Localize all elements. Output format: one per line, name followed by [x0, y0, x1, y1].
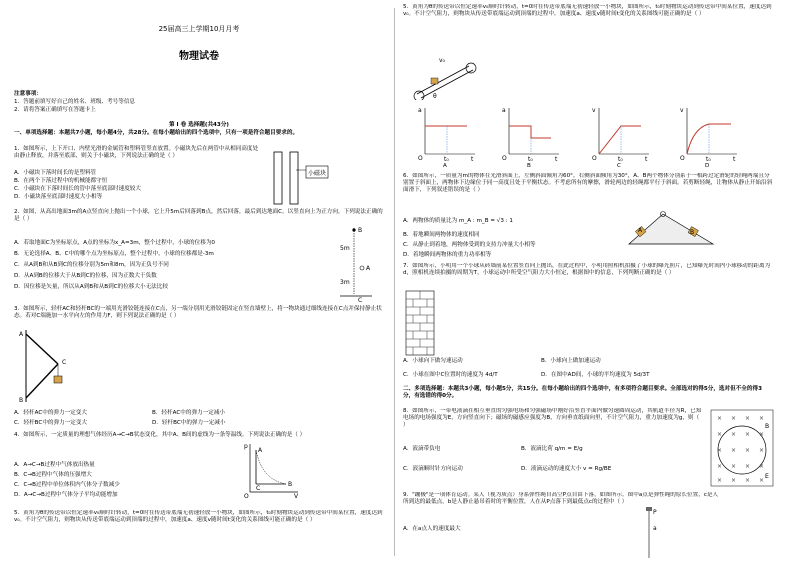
- q5a-ylabel: a: [418, 107, 422, 114]
- q8-option-b: B．液滴比荷 q/m = E/g: [521, 446, 583, 452]
- section1-heading: 一、单项选择题：本题共7小题，每小题4分，共28分。在每小题给出的四个选项中，只有一项是符合题目要求的。: [14, 130, 299, 136]
- q4-option-d: D．A→C→B过程中气体分子平均动能增加: [14, 492, 118, 498]
- q6-figure: [623, 208, 723, 248]
- q5a-xlabel: t: [471, 156, 474, 162]
- q5-graph-d: [679, 104, 741, 162]
- q6-stem: 6．如图所示，一质量为m的物体在光滑斜面上，左侧斜面倾角为60°，右侧斜面倾角为30°，A、B两个物体分别系于一根跨过定滑轮的轻绳两端且分别置于斜面上，两物体下边缘位于同一高度且处于平衡状态。不考虑所有的摩擦，滑轮两边的轻绳都平行于斜面。若剪断轻绳，让物体从静止开始沿斜面滑下，下列叙述错误的是（ ）: [403, 173, 773, 194]
- q2-label-5m: 5m: [340, 245, 350, 252]
- q5-option-a: A: [443, 163, 447, 169]
- note-item: 1．答题前填写好自己的姓名、班级、考号等信息: [14, 99, 136, 105]
- q9-figure: [635, 506, 665, 560]
- q9-option-a: A．在a点人的速度最大: [403, 526, 461, 532]
- cross-mark: ×: [745, 477, 751, 484]
- q5b-ylabel: a: [502, 107, 506, 114]
- cross-mark: ×: [759, 463, 765, 470]
- q5-option-c: C: [617, 163, 621, 169]
- cross-mark: ×: [717, 463, 723, 470]
- q3-option-c: C．轻杆BC中的弹力一定变大: [14, 420, 88, 426]
- q8-option-a: A．液滴带负电: [403, 446, 441, 452]
- q4-label-c: C: [256, 485, 261, 492]
- q6-option-d: D．着地瞬间两物体的重力功率相等: [403, 252, 492, 258]
- cross-mark: ×: [759, 431, 765, 438]
- q3-label-c: C: [62, 359, 67, 366]
- cross-mark: ×: [745, 447, 751, 454]
- q2-option-e: D．因位移是矢量，所以从A到B和从B到C的位移大小无法比较: [14, 284, 168, 290]
- q5-option-b: B: [527, 163, 531, 169]
- q2-option-c: C．从A到B和从B到C的位移分别为5m和8m，因为正负号不同: [14, 262, 169, 268]
- q5-graph-b: [501, 104, 563, 162]
- q1-option-a: A．小磁块下落时间长的是塑料管: [14, 170, 97, 176]
- q3-label-a: A: [19, 331, 24, 338]
- cross-mark: ×: [759, 447, 765, 454]
- q5-graph-a: [417, 104, 479, 162]
- q3-label-b: B: [19, 397, 24, 404]
- q2-option-d: D．从A到B的位移大于从B到C的位移，因为正数大于负数: [14, 273, 157, 279]
- q8-label-e: E: [765, 473, 769, 480]
- q3-option-d: D．轻杆BC中的弹力一定减小: [152, 420, 226, 426]
- q6-option-a: A．两物体的质量比为 m_A : m_B = √3 : 1: [403, 218, 513, 224]
- q7-option-d: D．在图中AD间，小球的平均速度为 5d/3T: [541, 372, 650, 378]
- q8-label-b: B: [765, 423, 770, 430]
- section2-heading: 二、多项选择题：本题共3小题，每小题5分，共15分。在每小题给出的四个选项中，有多项符合题目要求。全部选对的得5分，选对但不全的得3分，有选错的得0分。: [403, 386, 762, 400]
- q1-figure: [270, 148, 360, 206]
- q3-option-b: B．轻杆AC中的弹力一定减小: [152, 410, 226, 416]
- q4-option-c: C．C→B过程中单位体积内气体分子数减少: [14, 482, 120, 488]
- q4-figure: [242, 440, 302, 498]
- q5-graph-c: [591, 104, 653, 162]
- notes-heading: 注意事项：: [14, 91, 42, 97]
- q1-option-c: C．小磁块在下落时间长的管中落至底部时速度较大: [14, 186, 141, 192]
- q2-label-b: B: [358, 227, 363, 234]
- q4-stem: 4．如图所示，一定质量的理想气体经历A→C→B状态变化，其中A、B间的虚线为一条等温线。下列说法正确的是（ ）: [14, 432, 306, 438]
- q5d-origin: O: [680, 155, 685, 162]
- q5-label-theta: θ: [433, 93, 437, 100]
- exam-title: 25届高三上学期10月月考: [158, 25, 240, 33]
- q8-option-d: D．液滴运动的速度大小 v = Rg/BE: [521, 466, 612, 472]
- q5a-origin: O: [418, 155, 423, 162]
- q9-label-p: P: [653, 509, 657, 516]
- q4-label-o: O: [244, 493, 249, 498]
- left-column: [14, 0, 389, 562]
- q5-label-v0: v₀: [439, 57, 445, 64]
- cross-mark: ×: [731, 477, 737, 484]
- cross-mark: ×: [731, 415, 737, 422]
- q5c-tick: t₀: [618, 156, 623, 162]
- q3-stem: 3．如图所示，轻杆AC和轻杆BC的一端用光滑铰链连接在C点，另一端分别用光滑铰链固定在竖直墙壁上，将一物块通过细线连接在C点并保持静止状态。若对C端施加一水平向左的作用力F，则下列说法正确的是（ ）: [14, 306, 382, 320]
- cross-mark: ×: [745, 415, 751, 422]
- q1-option-d: D．小磁块落至底部时速度大小相等: [14, 194, 103, 200]
- q5a-tick: t₀: [444, 156, 449, 162]
- cross-mark: ×: [717, 431, 723, 438]
- q7-option-a: A．小球向下做匀速运动: [403, 358, 463, 364]
- q2-option-b: B．无论选择A、B、C中的哪个点为坐标原点，整个过程中，小球的位移都是-3m: [14, 251, 214, 257]
- q4-label-a: A: [258, 447, 263, 454]
- q8-stem: 8．如图所示，一带电液滴在相互垂直的匀强电场和匀强磁场中刚好沿竖直平面内做匀速圆周运动，其轨道半径为R，已知电场的电场强度为E，方向竖直向下；磁场的磁感应强度为B，方向垂直纸面向里，不计空气阻力，重力加速度为g，则（ ）: [403, 408, 702, 429]
- q6-label-b: B: [690, 229, 695, 236]
- q2-label-3m: 3m: [340, 279, 350, 286]
- subject-title: 物理试卷: [179, 51, 219, 62]
- cross-mark: ×: [759, 415, 765, 422]
- q4-option-a: A．A→C→B过程中气体放出热量: [14, 462, 95, 468]
- q1-option-b: B．在两个下落过程中的机械能都守恒: [14, 178, 108, 184]
- q5-option-d: D: [705, 163, 710, 169]
- q5b-xlabel: t: [555, 156, 558, 162]
- q5d-ylabel: v: [680, 107, 684, 114]
- q7-brick-wall: [405, 290, 435, 356]
- volume-title: 第 I 卷 选择题(共43分): [169, 122, 229, 128]
- q5c-origin: O: [592, 155, 597, 162]
- cross-mark: ×: [745, 431, 751, 438]
- q3-option-a: A．轻杆AC中的弹力一定变大: [14, 410, 87, 416]
- q6-option-b: B．着地瞬间两物体的速度相同: [403, 232, 480, 238]
- column-divider: [394, 8, 395, 556]
- q5d-xlabel: t: [733, 156, 736, 162]
- q5d-tick: t₀: [706, 156, 711, 162]
- cross-mark: ×: [717, 447, 723, 454]
- cross-mark: ×: [731, 447, 737, 454]
- right-column: [403, 0, 778, 562]
- q4-option-b: B．C→B过程中气体的压强增大: [14, 472, 92, 478]
- q3-figure: [18, 326, 78, 406]
- q9-label-a: a: [653, 525, 657, 532]
- q2-label-c: C: [358, 297, 363, 302]
- cross-mark: ×: [759, 477, 765, 484]
- q6-label-a: A: [638, 227, 643, 234]
- q8-option-c: C．液滴顺时针方向运动: [403, 466, 463, 472]
- q7-option-b: B．小球向上做加速运动: [541, 358, 601, 364]
- q8-figure: [709, 408, 775, 488]
- q7-option-c: C．小球在图中C位置时的速度为 4d/T: [403, 372, 498, 378]
- cross-mark: ×: [731, 431, 737, 438]
- q5c-xlabel: t: [645, 156, 648, 162]
- q5b-origin: O: [502, 155, 507, 162]
- q4-label-v: V: [294, 493, 299, 498]
- q5-conveyor-figure: [409, 54, 479, 100]
- q2-option-a: A．若取地面C为坐标原点，A点的坐标为x_A=3m，整个过程中，小球的位移为0: [14, 240, 215, 246]
- q2-label-a: A: [366, 265, 371, 272]
- q5b-tick: t₀: [528, 156, 533, 162]
- q9-stem: 9．"蹦极"是一项体育运动。某人（视为质点）身系弹性绳自高空P点自由下落，如图所示。图中a点是弹性绳的原长位置，c是人所到达的最低点，b是人静止悬吊着时的平衡位置，人在从P点落下到最低点c的过程中（ ）: [403, 492, 719, 506]
- q6-option-c: C．从静止到着地，两物体受到的支持力冲量大小相等: [403, 242, 536, 248]
- cross-mark: ×: [717, 477, 723, 484]
- cross-mark: ×: [745, 463, 751, 470]
- cross-mark: ×: [717, 415, 723, 422]
- q2-stem: 2．如图，从高出地面3m的A点竖直向上抛出一个小球，它上升5m后回落到B点，然后回落，最后到达地面C。以竖直向上为正方向，下列说法正确的是（ ）: [14, 209, 383, 223]
- note-item: 2．请将答案正确填写在答题卡上: [14, 107, 96, 113]
- q7-stem: 7．如图所示，小明用一个小球从砖墙前某位置竖直向上抛出，在此过程中，小明用照相机拍摄了小球的曝光照片，已知曝光时间内小球移动的距离为d，照相机连续拍摄的周期为T，小球运动中所受空气阻力大小恒定，根据图中的信息，下列判断正确的是（ ）: [403, 263, 771, 277]
- q1-stem: 1．如图所示，上下开口、内壁光滑的金属管和塑料管竖直放置。小磁块先后在两管中从相同高度处由静止释放，并落至底部，则关于小磁块，下列说法正确的是（ ）: [14, 146, 259, 160]
- q4-label-b: B: [288, 481, 293, 488]
- q5c-ylabel: v: [592, 107, 596, 114]
- q5-stem-start: 5．黄角为θ的传送带以恒定速率v₀顺时针转动，t=0时在传送带底端无初速轻放一小物块，如图所示，t₀时刻物块运动到传送带中间某位置，速度达到v₀。不计空气阻力，则物块从传送带底端运动到顶端的过程中，加速度a、速度v随时间t变化的关系图线可能正确的是（ ）: [14, 510, 383, 524]
- q5-stem-continued: 5．黄角为θ的传送带以恒定速率v₀顺时针转动，t=0时在传送带底端无初速轻放一小物块，如图所示，t₀时刻物块运动到传送带中间某位置，速度达到v₀。不计空气阻力，则物块从传送带底端运动到顶端的过程中，加速度a、速度v随时间t变化的关系图线可能正确的是（ ）: [403, 4, 772, 18]
- q1-fig-label: 小磁块: [308, 170, 327, 177]
- cross-mark: ×: [731, 463, 737, 470]
- q2-figure: [336, 224, 376, 302]
- q4-label-p: p: [244, 443, 248, 450]
